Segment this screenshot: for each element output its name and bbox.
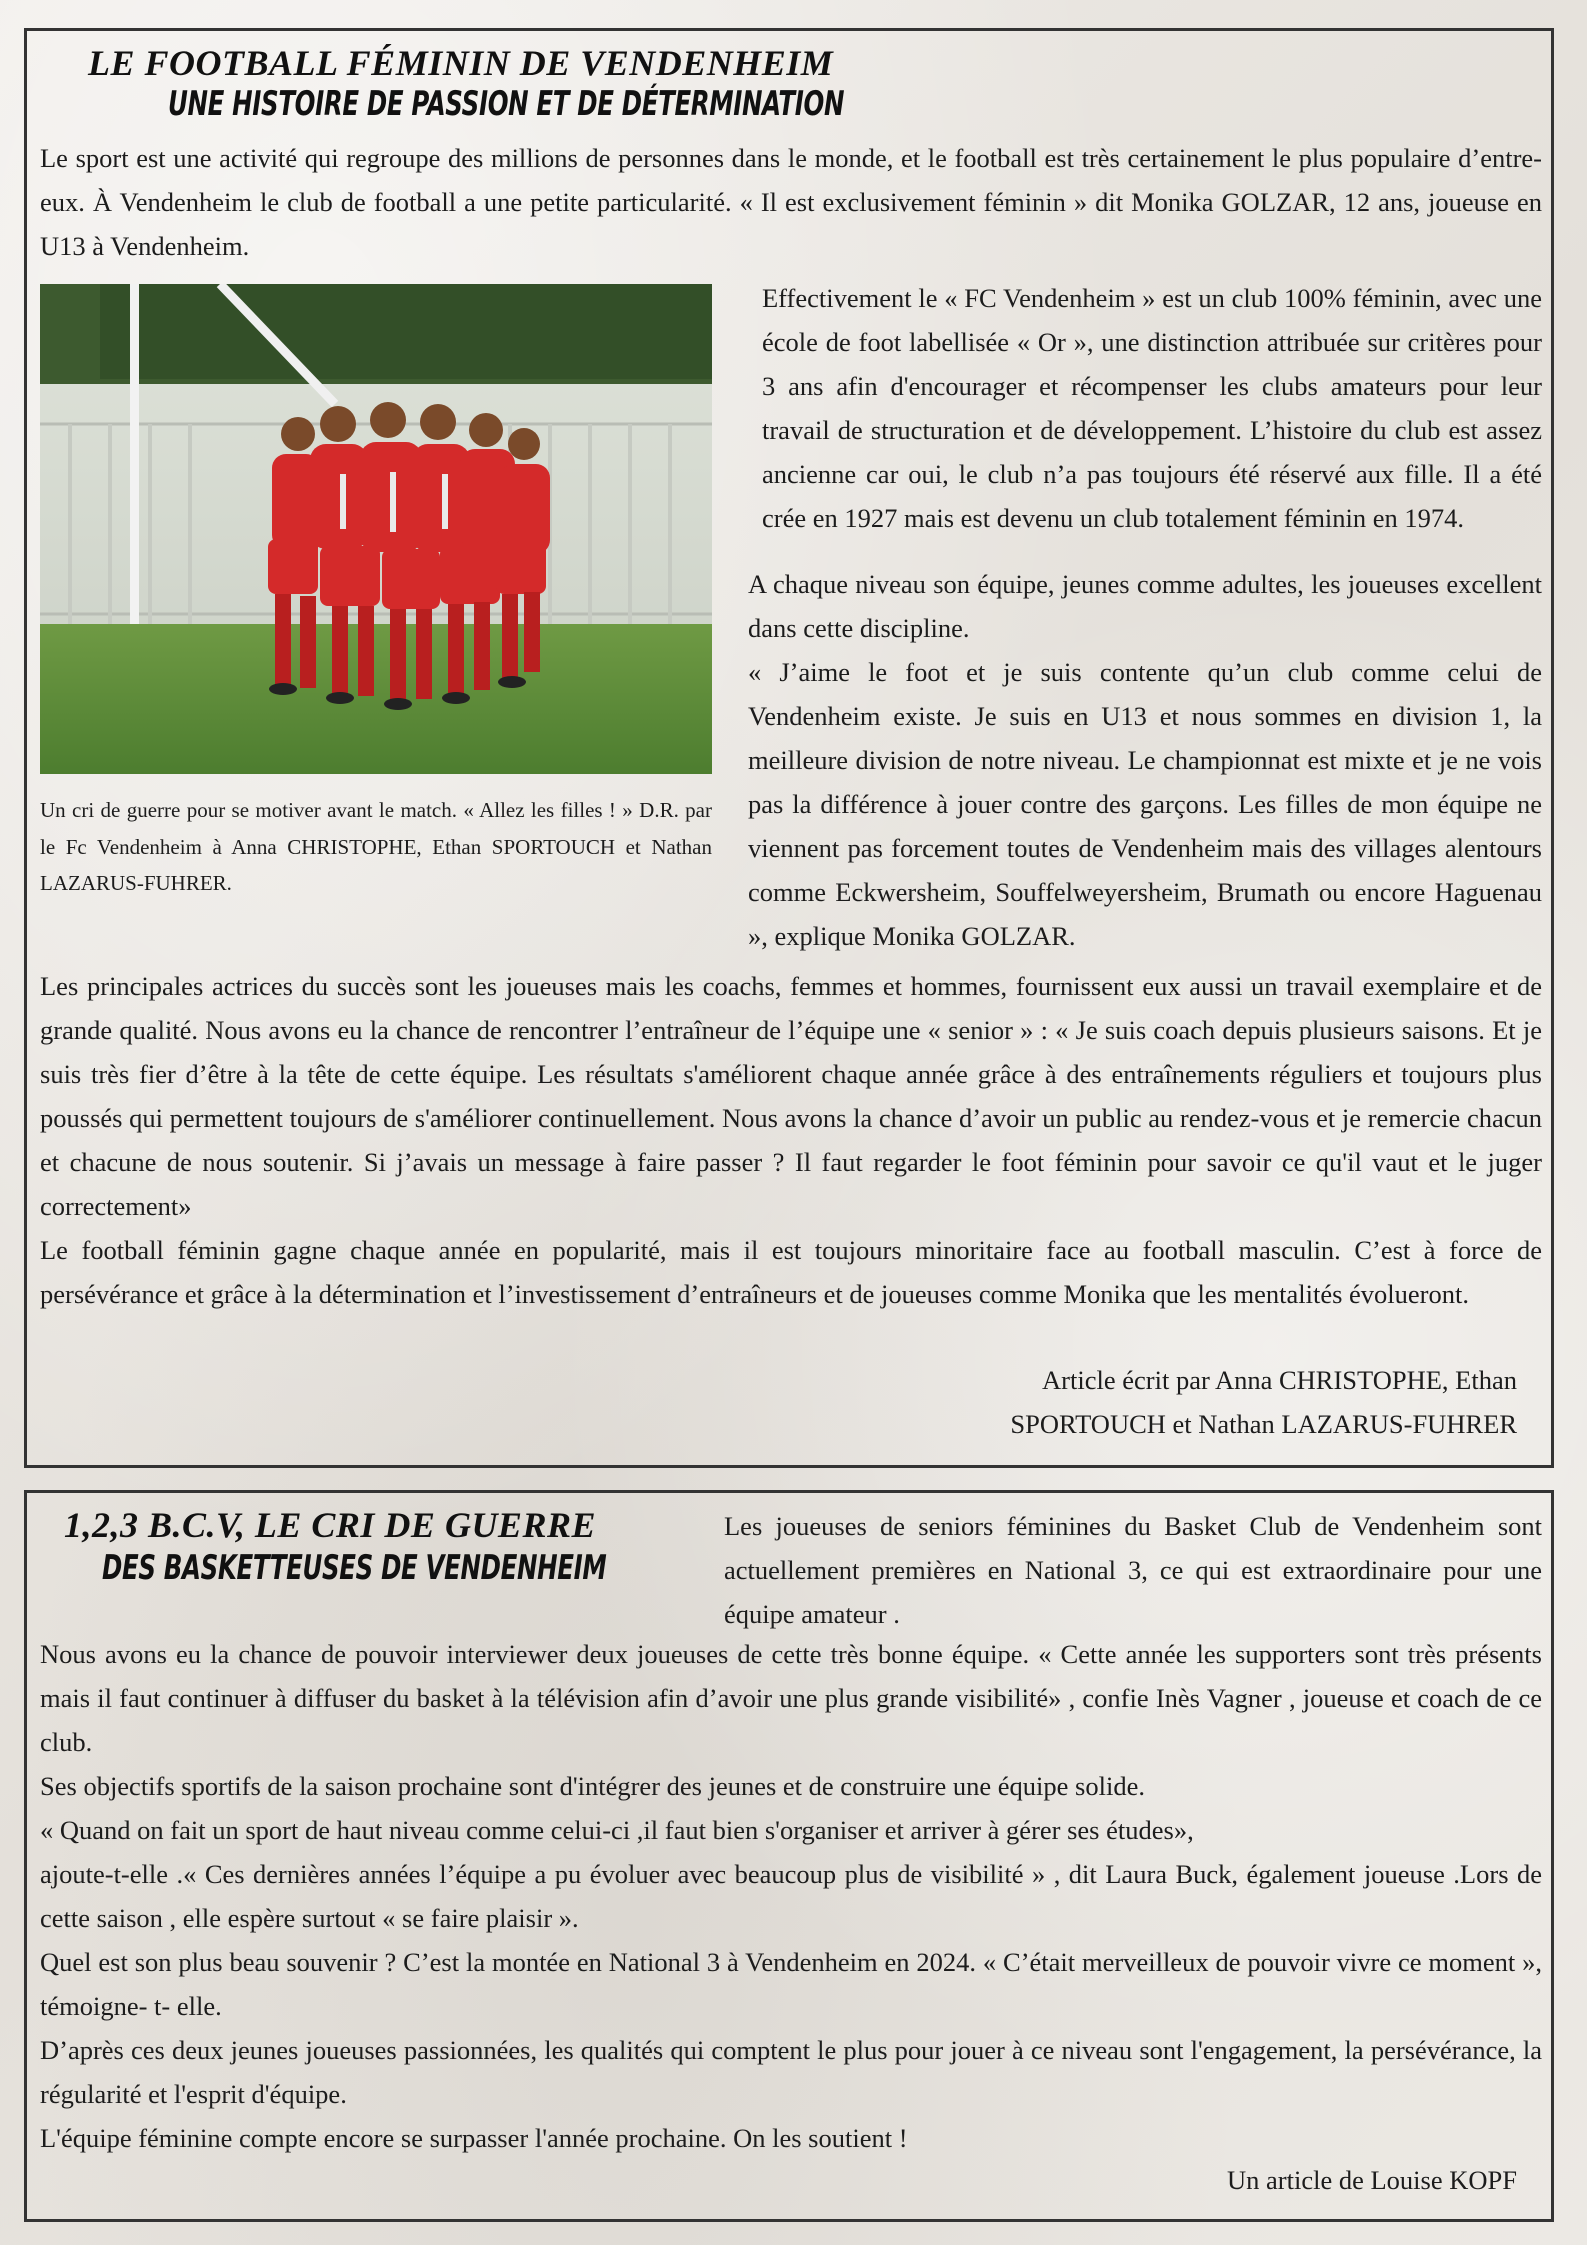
article2-p6: D’après ces deux jeunes joueuses passionnées, les qualités qui comptent le plus pour jouer à ce niveau sont l'engagement, la persévérance, la régularité et l'esprit d'équipe. (40, 2035, 1542, 2109)
photo-caption: Un cri de guerre pour se motiver avant le match. « Allez les filles ! » D.R. par le Fc Vendenheim à Anna CHRISTOPHE, Ethan SPORTOUCH et Nathan LAZARUS-FUHRER. (40, 798, 712, 895)
article2-title-line2: DES BASKETTEUSES DE VENDENHEIM (102, 1548, 607, 1588)
article2-p4: ajoute-t-elle .« Ces dernières années l’équipe a pu évoluer avec beaucoup plus de visibilité » , dit Laura Buck, également joueuse .Lors de cette saison , elle espère surtout « se faire plaisir ». (40, 1859, 1542, 1933)
team-huddle-photo (40, 284, 712, 774)
article2-p5: Quel est son plus beau souvenir ? C’est la montée en National 3 à Vendenheim en 2024. « C’était merveilleux de pouvoir vivre ce moment », témoigne- t- elle. (40, 1947, 1542, 2021)
article1-signature-line1: Article écrit par Anna CHRISTOPHE, Ethan (1042, 1365, 1517, 1395)
article1-title-line1: LE FOOTBALL FÉMININ DE VENDENHEIM (88, 43, 834, 83)
article1-title-line2: UNE HISTOIRE DE PASSION ET DE DÉTERMINATION (168, 84, 845, 124)
article1-right-para3: « J’aime le foot et je suis contente qu’un club comme celui de Vendenheim existe. Je suis en U13 et nous sommes en division 1, la meilleure division de notre niveau. Le championnat est mixte et je ne vois pas la différence à jouer contre des garçons. Les filles de mon équipe ne viennent pas forcement toutes de Vendenheim mais des villages alentours comme Eckwersheim, Souffelweyersheim, Brumath ou encore Haguenau », explique Monika GOLZAR. (748, 657, 1542, 951)
article2-signature: Un article de Louise KOPF (1227, 2165, 1517, 2195)
article2-intro: Les joueuses de seniors féminines du Basket Club de Vendenheim sont actuellement premières en National 3, ce qui est extraordinaire pour une équipe amateur . (724, 1511, 1542, 1629)
article1-signature (817, 1358, 1517, 1446)
article1-intro: Le sport est une activité qui regroupe des millions de personnes dans le monde, et le football est très certainement le plus populaire d’entre-eux. À Vendenheim le club de football a une petite particularité. « Il est exclusivement féminin » dit Monika GOLZAR, 12 ans, joueuse en U13 à Vendenheim. (40, 143, 1542, 261)
article2-p2: Ses objectifs sportifs de la saison prochaine sont d'intégrer des jeunes et de construire une équipe solide. (40, 1771, 1145, 1801)
article2-title-line1: 1,2,3 B.C.V, LE CRI DE GUERRE (64, 1505, 596, 1545)
article1-signature-line2: SPORTOUCH et Nathan LAZARUS-FUHRER (1010, 1409, 1517, 1439)
article1-right-para1: Effectivement le « FC Vendenheim » est un club 100% féminin, avec une école de foot labellisée « Or », une distinction attribuée sur critères pour 3 ans afin d'encourager et récompenser les clubs amateurs pour leur travail de structuration et de développement. L’histoire du club est assez ancienne car oui, le club n’a pas toujours été réservé aux fille. Il a été crée en 1927 mais est devenu un club totalement féminin en 1974. (762, 283, 1542, 533)
article1-right-para2: A chaque niveau son équipe, jeunes comme adultes, les joueuses excellent dans cette discipline. (748, 569, 1542, 643)
article2-p1: Nous avons eu la chance de pouvoir interviewer deux joueuses de cette très bonne équipe. « Cette année les supporters sont très présents mais il faut continuer à diffuser du basket à la télévision afin d’avoir une plus grande visibilité» , confie Inès Vagner , joueuse et coach de ce club. (40, 1639, 1542, 1757)
article2-body (40, 1632, 1542, 2160)
article2-p7: L'équipe féminine compte encore se surpasser l'année prochaine. On les soutient ! (40, 2123, 908, 2153)
article1-coach-para: Les principales actrices du succès sont les joueuses mais les coachs, femmes et hommes, fournissent eux aussi un travail exemplaire et de grande qualité. Nous avons eu la chance de rencontrer l’entraîneur de l’équipe une « senior » : « Je suis coach depuis plusieurs saisons. Et je suis très fier d’être à la tête de cette équipe. Les résultats s'améliorent chaque année grâce à des entraînements réguliers et toujours plus poussés qui permettent toujours de s'améliorer continuellement. Nous avons la chance d’avoir un public au rendez-vous et je remercie chacun et chacune de nous soutenir. Si j’avais un message à faire passer ? Il faut regarder le foot féminin pour savoir ce qu'il vaut et le juger correctement» (40, 971, 1542, 1221)
article2-p3: « Quand on fait un sport de haut niveau comme celui-ci ,il faut bien s'organiser et arriver à gérer ses études», (40, 1815, 1194, 1845)
article1-end-para: Le football féminin gagne chaque année en popularité, mais il est toujours minoritaire face au football masculin. C’est à force de persévérance et grâce à la détermination et l’investissement d’entraîneurs et de joueuses comme Monika que les mentalités évolueront. (40, 1235, 1542, 1309)
